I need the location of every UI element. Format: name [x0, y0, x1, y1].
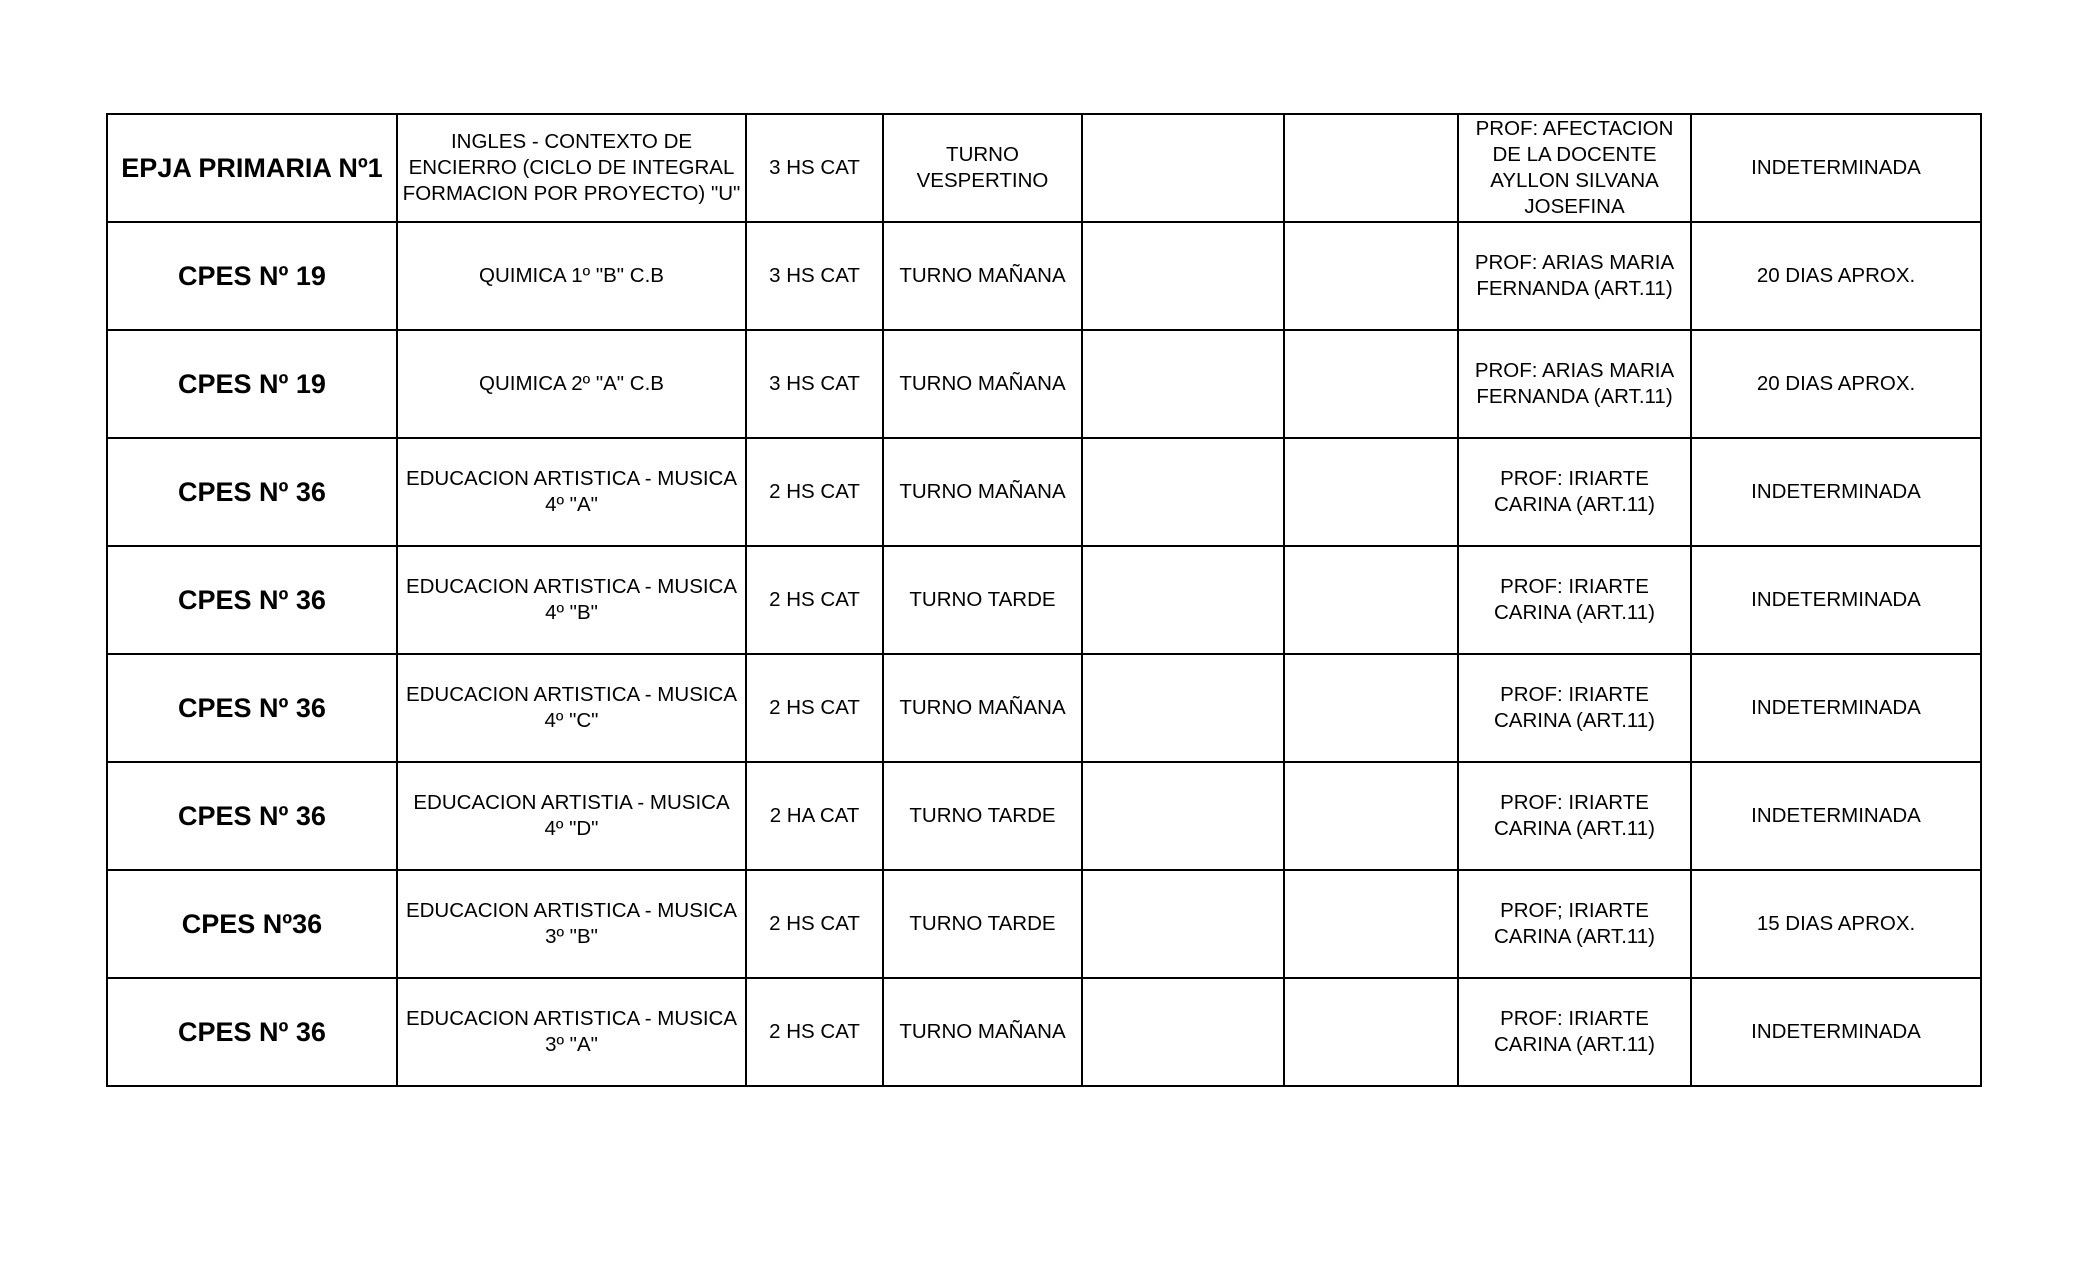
teacher-cell: PROF: ARIAS MARIA FERNANDA (ART.11) — [1458, 330, 1691, 438]
school-cell: CPES Nº 19 — [107, 222, 397, 330]
table-body — [107, 114, 1981, 1086]
vacancy-table — [106, 113, 1982, 1087]
shift-cell: TURNO TARDE — [883, 870, 1082, 978]
hours-cell: 2 HS CAT — [746, 978, 883, 1086]
hours-cell: 2 HS CAT — [746, 438, 883, 546]
duration-cell: 20 DIAS APROX. — [1691, 330, 1981, 438]
school-cell: EPJA PRIMARIA Nº1 — [107, 114, 397, 222]
teacher-cell: PROF: IRIARTE CARINA (ART.11) — [1458, 546, 1691, 654]
shift-cell: TURNO TARDE — [883, 546, 1082, 654]
empty-cell — [1082, 222, 1284, 330]
table-row — [107, 978, 1981, 1086]
shift-cell: TURNO MAÑANA — [883, 438, 1082, 546]
empty-cell — [1284, 222, 1458, 330]
hours-cell: 3 HS CAT — [746, 222, 883, 330]
empty-cell — [1082, 330, 1284, 438]
empty-cell — [1082, 978, 1284, 1086]
teacher-cell: PROF: IRIARTE CARINA (ART.11) — [1458, 762, 1691, 870]
empty-cell — [1284, 330, 1458, 438]
school-cell: CPES Nº 36 — [107, 546, 397, 654]
table-row — [107, 762, 1981, 870]
school-cell: CPES Nº36 — [107, 870, 397, 978]
hours-cell: 2 HA CAT — [746, 762, 883, 870]
hours-cell: 2 HS CAT — [746, 546, 883, 654]
hours-cell: 3 HS CAT — [746, 114, 883, 222]
subject-cell: EDUCACION ARTISTICA - MUSICA 4º "C" — [397, 654, 746, 762]
hours-cell: 3 HS CAT — [746, 330, 883, 438]
subject-cell: EDUCACION ARTISTICA - MUSICA 3º "B" — [397, 870, 746, 978]
subject-cell: EDUCACION ARTISTICA - MUSICA 3º "A" — [397, 978, 746, 1086]
duration-cell: INDETERMINADA — [1691, 438, 1981, 546]
duration-cell: INDETERMINADA — [1691, 546, 1981, 654]
subject-cell: EDUCACION ARTISTICA - MUSICA 4º "B" — [397, 546, 746, 654]
empty-cell — [1082, 762, 1284, 870]
empty-cell — [1082, 654, 1284, 762]
school-cell: CPES Nº 36 — [107, 654, 397, 762]
teacher-cell: PROF: AFECTACION DE LA DOCENTE AYLLON SILVANA JOSEFINA — [1458, 114, 1691, 222]
subject-cell: EDUCACION ARTISTICA - MUSICA 4º "A" — [397, 438, 746, 546]
empty-cell — [1284, 546, 1458, 654]
shift-cell: TURNO MAÑANA — [883, 978, 1082, 1086]
shift-cell: TURNO MAÑANA — [883, 654, 1082, 762]
subject-cell: INGLES - CONTEXTO DE ENCIERRO (CICLO DE INTEGRAL FORMACION POR PROYECTO) "U" — [397, 114, 746, 222]
school-cell: CPES Nº 36 — [107, 978, 397, 1086]
shift-cell: TURNO MAÑANA — [883, 330, 1082, 438]
duration-cell: INDETERMINADA — [1691, 114, 1981, 222]
empty-cell — [1082, 438, 1284, 546]
table-row — [107, 546, 1981, 654]
duration-cell: INDETERMINADA — [1691, 978, 1981, 1086]
empty-cell — [1284, 762, 1458, 870]
empty-cell — [1082, 114, 1284, 222]
school-cell: CPES Nº 36 — [107, 762, 397, 870]
table-row — [107, 114, 1981, 222]
empty-cell — [1284, 654, 1458, 762]
table-row — [107, 654, 1981, 762]
table-row — [107, 222, 1981, 330]
duration-cell: 15 DIAS APROX. — [1691, 870, 1981, 978]
subject-cell: QUIMICA 2º "A" C.B — [397, 330, 746, 438]
duration-cell: INDETERMINADA — [1691, 762, 1981, 870]
teacher-cell: PROF: IRIARTE CARINA (ART.11) — [1458, 978, 1691, 1086]
duration-cell: INDETERMINADA — [1691, 654, 1981, 762]
hours-cell: 2 HS CAT — [746, 654, 883, 762]
shift-cell: TURNO VESPERTINO — [883, 114, 1082, 222]
teacher-cell: PROF: IRIARTE CARINA (ART.11) — [1458, 654, 1691, 762]
empty-cell — [1284, 438, 1458, 546]
table-row — [107, 870, 1981, 978]
empty-cell — [1284, 870, 1458, 978]
subject-cell: EDUCACION ARTISTIA - MUSICA 4º "D" — [397, 762, 746, 870]
teacher-cell: PROF: IRIARTE CARINA (ART.11) — [1458, 438, 1691, 546]
empty-cell — [1082, 870, 1284, 978]
school-cell: CPES Nº 19 — [107, 330, 397, 438]
empty-cell — [1284, 114, 1458, 222]
shift-cell: TURNO TARDE — [883, 762, 1082, 870]
subject-cell: QUIMICA 1º "B" C.B — [397, 222, 746, 330]
table-row — [107, 330, 1981, 438]
duration-cell: 20 DIAS APROX. — [1691, 222, 1981, 330]
table-row — [107, 438, 1981, 546]
hours-cell: 2 HS CAT — [746, 870, 883, 978]
school-cell: CPES Nº 36 — [107, 438, 397, 546]
empty-cell — [1284, 978, 1458, 1086]
teacher-cell: PROF; IRIARTE CARINA (ART.11) — [1458, 870, 1691, 978]
teacher-cell: PROF: ARIAS MARIA FERNANDA (ART.11) — [1458, 222, 1691, 330]
shift-cell: TURNO MAÑANA — [883, 222, 1082, 330]
empty-cell — [1082, 546, 1284, 654]
